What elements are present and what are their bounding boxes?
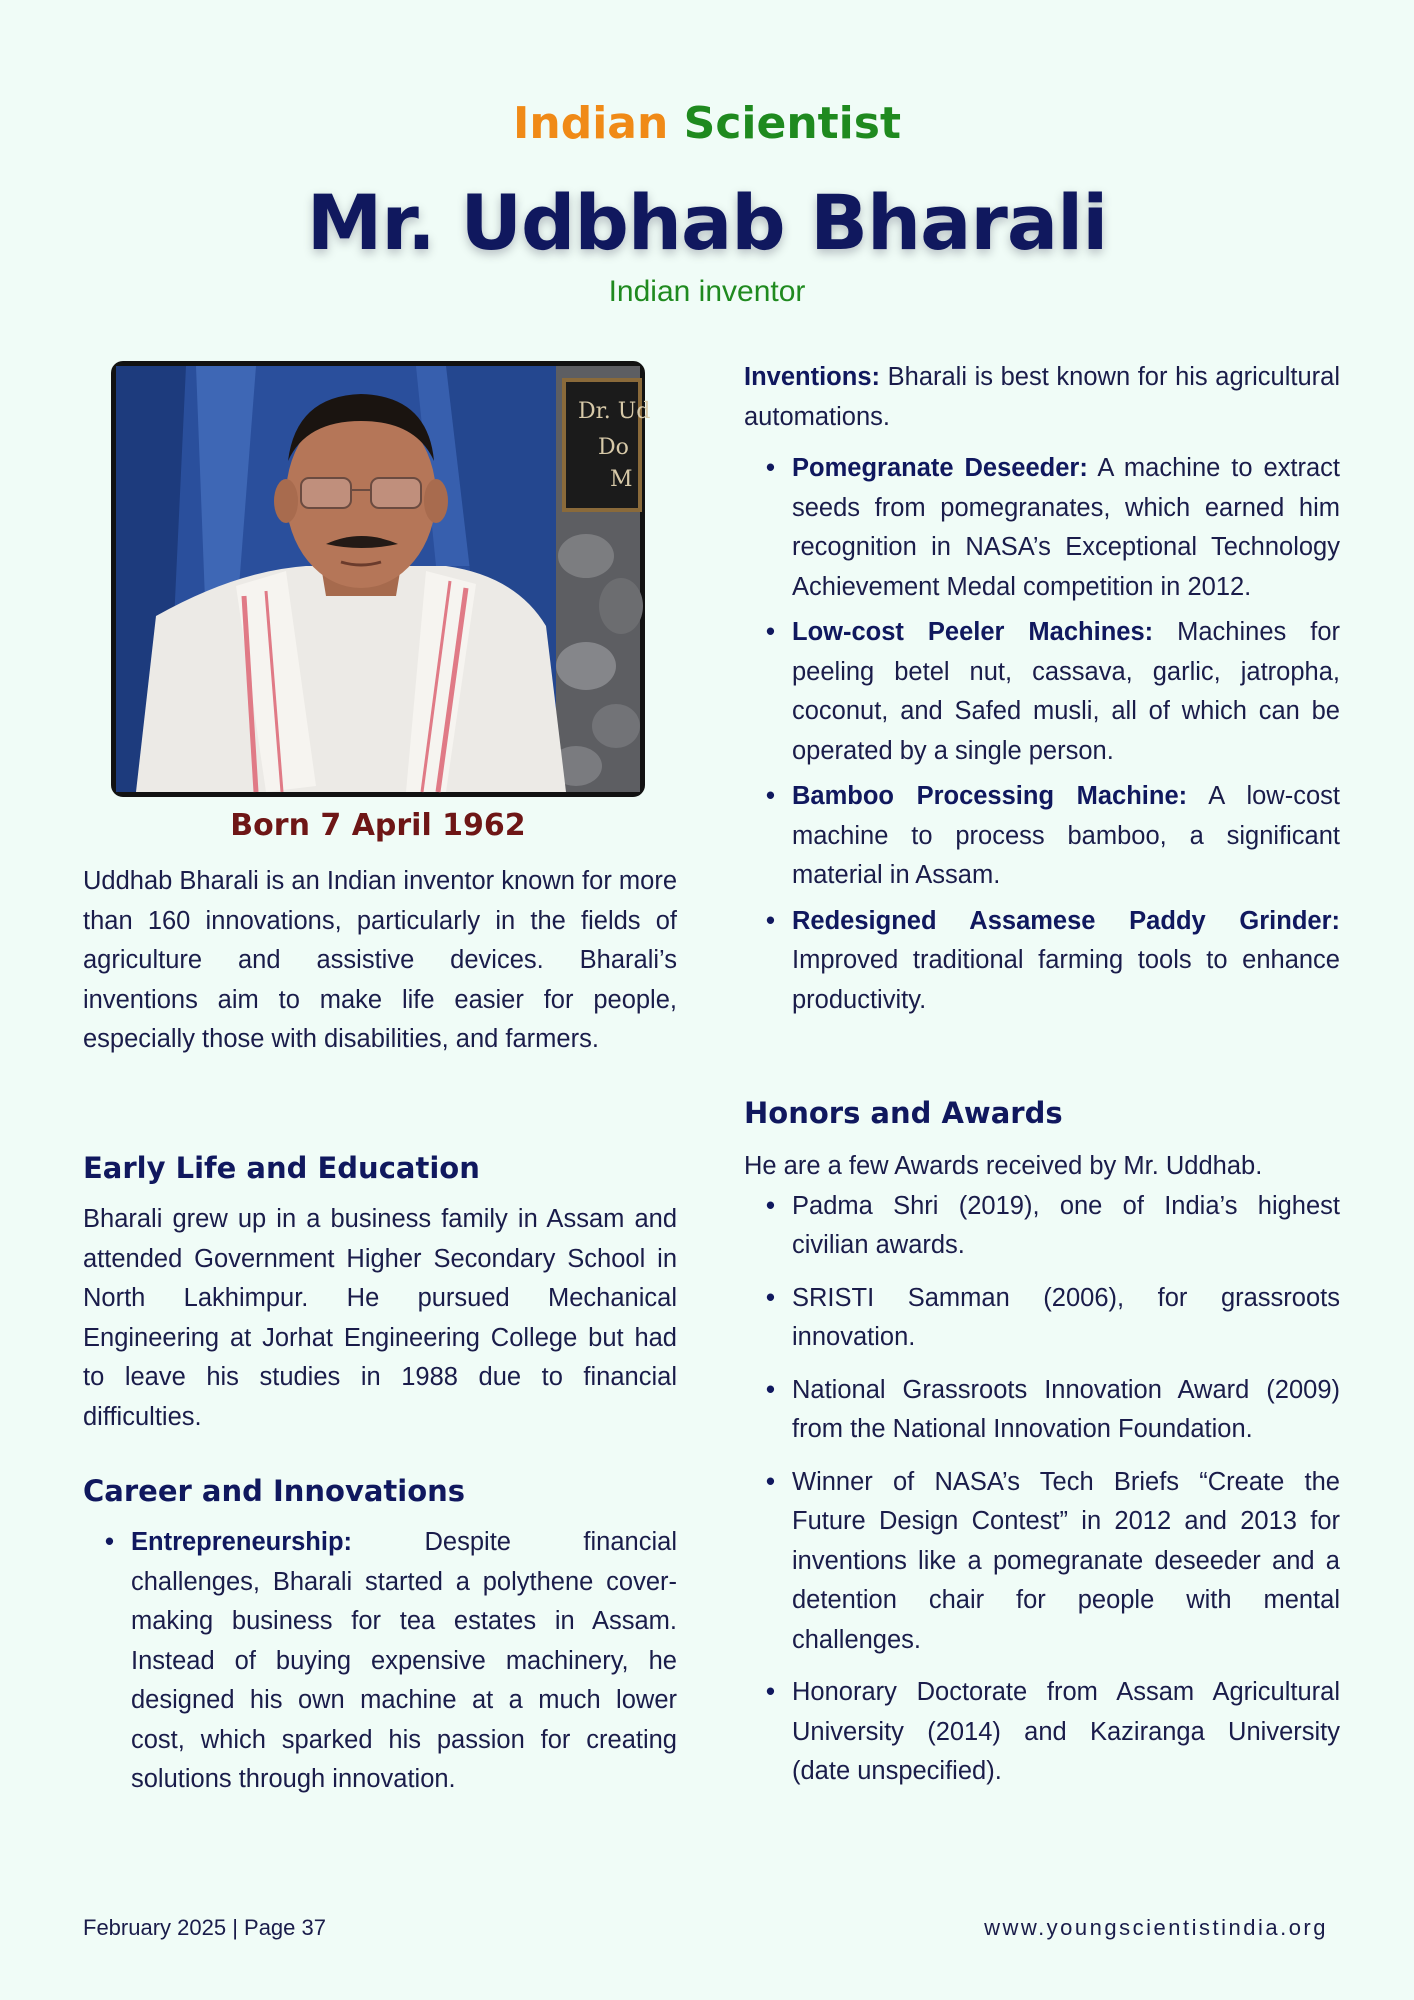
footer-page-info: February 2025 | Page 37 bbox=[83, 1915, 326, 1940]
intro-section bbox=[83, 862, 677, 1060]
list-item: • National Grassroots Innovation Award (2009) from the National Innovation Foundation. bbox=[792, 1371, 1340, 1450]
inventions-lead-text: Bharali is best known for his agricultural automations. bbox=[744, 363, 1340, 431]
page-title: Mr. Udbhab Bharali bbox=[306, 178, 1108, 267]
career-section bbox=[83, 1471, 677, 1800]
plaque-text-1: Dr. Ud bbox=[578, 399, 651, 424]
list-item bbox=[792, 449, 1340, 607]
honors-list bbox=[744, 1187, 1340, 1792]
early-life-section bbox=[83, 1148, 677, 1437]
invention-term: Redesigned Assamese Paddy Grinder: bbox=[792, 906, 1340, 935]
list-item: • Winner of NASA’s Tech Briefs “Create the Future Design Contest” in 2012 and 2013 for inventions like a pomegranate deseeder and a detention chair for people with mental challenges. bbox=[792, 1463, 1340, 1661]
list-item bbox=[792, 613, 1340, 771]
inventions-list bbox=[744, 449, 1340, 1020]
inventions-lead bbox=[744, 358, 1340, 437]
honors-section bbox=[744, 1093, 1340, 1805]
early-life-paragraph: Bharali grew up in a business family in Assam and attended Government Higher Secondary School in North Lakhimpur. He pursued Mechanical Engineering at Jorhat Engineering College but had to leave his studies in 1988 due to financial difficulties. bbox=[83, 1205, 677, 1431]
invention-text: A low-cost machine to process bamboo, a significant material in Assam. bbox=[792, 782, 1340, 889]
kicker-indian: Indian bbox=[513, 98, 669, 149]
list-item: • Honorary Doctorate from Assam Agricultural University (2014) and Kaziranga University (date unspecified). bbox=[792, 1673, 1340, 1792]
list-item bbox=[792, 777, 1340, 896]
career-item-text: Despite financial challenges, Bharali started a polythene cover-making business for tea estates in Assam. Instead of buying expensive machinery, he designed his own machine at a much lower cost, which sparked his passion for creating solutions through innovation. bbox=[131, 1528, 677, 1793]
invention-text: Machines for peeling betel nut, cassava, garlic, jatropha, coconut, and Safed musli, all of which can be operated by a single person. bbox=[792, 618, 1340, 765]
inventions-lead-term: Inventions: bbox=[744, 363, 881, 391]
career-heading: Career and Innovations bbox=[83, 1474, 466, 1508]
invention-text: Improved traditional farming tools to enhance productivity. bbox=[792, 946, 1340, 1014]
invention-term: Pomegranate Deseeder: bbox=[792, 454, 1088, 482]
honors-intro: He are a few Awards received by Mr. Uddhab. bbox=[744, 1152, 1263, 1180]
invention-term: Bamboo Processing Machine: bbox=[792, 782, 1188, 810]
born-date: Born 7 April 1962 bbox=[230, 808, 526, 843]
plaque-text-3: M bbox=[610, 467, 633, 492]
plaque-text-2: Do bbox=[598, 435, 629, 460]
inventions-section bbox=[744, 358, 1340, 1026]
list-item bbox=[131, 1523, 677, 1800]
kicker bbox=[0, 98, 1414, 149]
portrait-illustration bbox=[116, 366, 651, 792]
career-item-term: Entrepreneurship: bbox=[131, 1528, 353, 1556]
early-life-heading: Early Life and Education bbox=[83, 1151, 480, 1185]
career-list bbox=[83, 1523, 677, 1800]
list-item bbox=[792, 902, 1340, 1021]
portrait-photo bbox=[111, 361, 651, 797]
page-subtitle: Indian inventor bbox=[608, 275, 806, 308]
invention-term: Low-cost Peeler Machines: bbox=[792, 618, 1154, 646]
honors-heading: Honors and Awards bbox=[744, 1096, 1063, 1130]
list-item: • Padma Shri (2019), one of India’s highest civilian awards. bbox=[792, 1187, 1340, 1266]
intro-paragraph: Uddhab Bharali is an Indian inventor known for more than 160 innovations, particularly in the fields of agriculture and assistive devices. Bharali’s inventions aim to make life easier for people, especially those with disabilities, and farmers. bbox=[83, 867, 677, 1053]
invention-text: A machine to extract seeds from pomegranates, which earned him recognition in NASA’s Exceptional Technology Achievement Medal competition in 2012. bbox=[792, 454, 1340, 601]
list-item: • SRISTI Samman (2006), for grassroots innovation. bbox=[792, 1279, 1340, 1358]
kicker-scientist: Scientist bbox=[683, 98, 901, 149]
footer-website-link[interactable]: www.youngscientistindia.org bbox=[984, 1915, 1328, 1940]
